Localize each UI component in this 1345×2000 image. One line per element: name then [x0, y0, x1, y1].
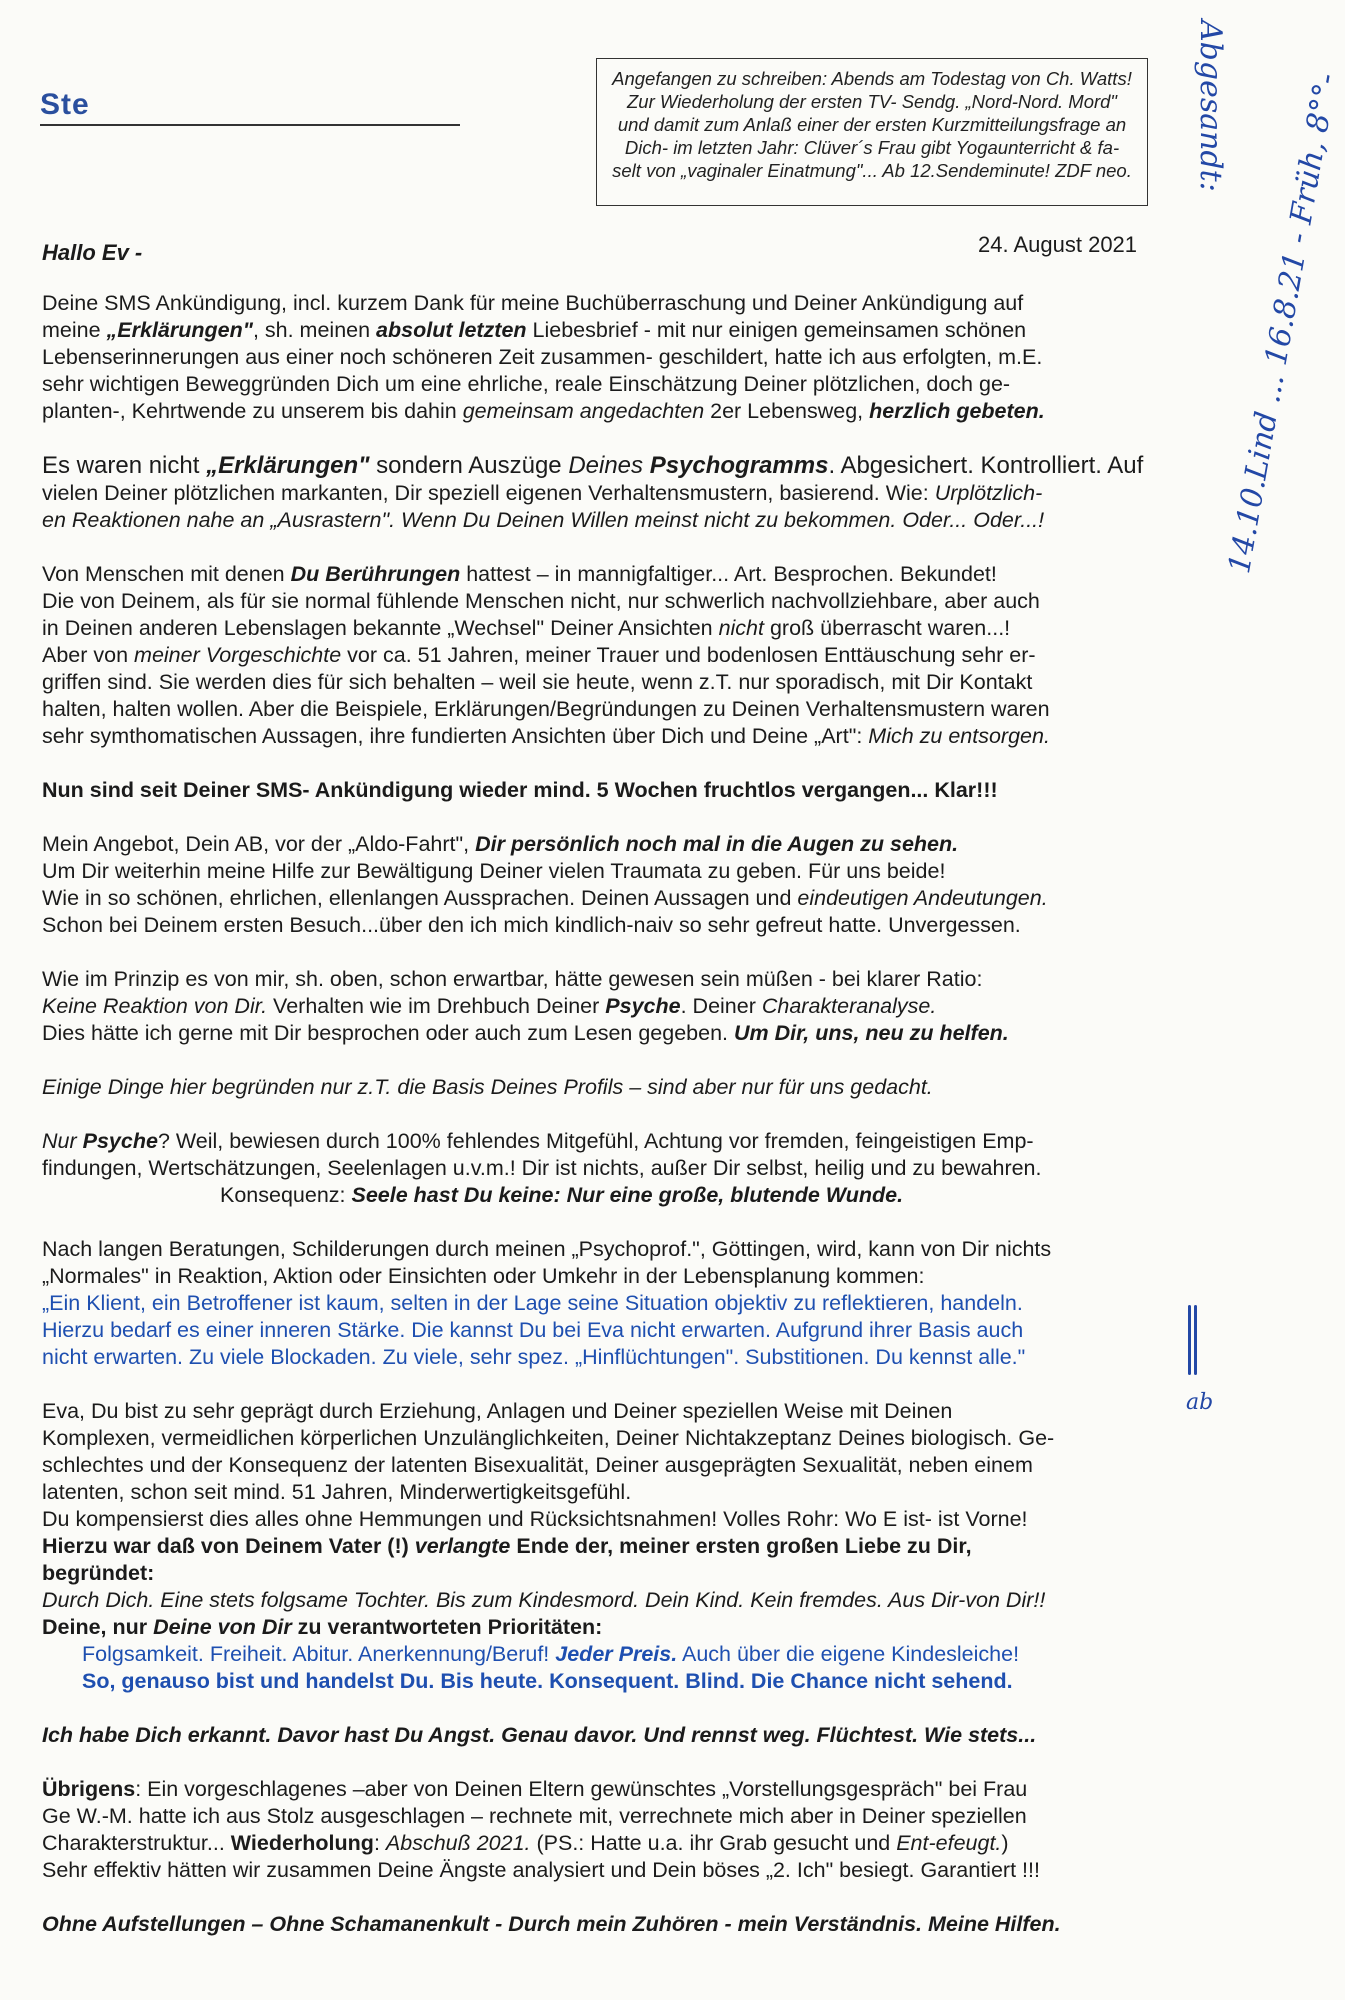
paragraph-gap [42, 1101, 1172, 1128]
text-segment: halten, halten wollen. Aber die Beispiele, Erklärungen/Begründungen zu Deinen Verhaltensmustern waren [42, 697, 1050, 721]
paragraph-gap [42, 750, 1172, 777]
text-segment: . Abgesichert. Kontrolliert. Auf [828, 452, 1144, 479]
paragraph-gap [42, 1047, 1172, 1074]
text-segment: Ich habe Dich erkannt. Davor hast Du Angst. Genau davor. Und rennst weg. Flüchtest. Wie stets... [42, 1723, 1037, 1747]
text-line [42, 317, 1172, 344]
text-line [42, 1911, 1172, 1938]
text-line [42, 588, 1172, 615]
text-segment: gemeinsam angedachten [462, 399, 705, 423]
text-segment: : [373, 1831, 386, 1855]
text-segment: ) [1001, 1831, 1009, 1855]
text-segment: Ge W.-M. hatte ich aus Stolz ausgeschlagen – rechnete mit, verrechnete mich aber in Deiner speziellen [42, 1804, 1027, 1828]
text-line [42, 1263, 1172, 1290]
note-line: Zur Wiederholung der ersten TV- Sendg. „Nord-Nord. Mord" [627, 91, 1117, 112]
text-line [42, 1533, 1172, 1560]
text-line [42, 831, 1172, 858]
paragraph-p11 [42, 1722, 1172, 1749]
note-line: Angefangen zu schreiben: Abends am Todestag von Ch. Watts! [612, 68, 1132, 89]
text-line [42, 912, 1172, 939]
text-segment: Schon bei Deinem ersten Besuch...über den ich mich kindlich-naiv so sehr gefreut hatte. Unvergessen. [42, 913, 1021, 937]
text-line [42, 777, 1172, 804]
text-segment: verlangte [414, 1534, 511, 1558]
text-line [42, 371, 1172, 398]
text-segment: Dies hätte ich gerne mit Dir besprochen oder auch zum Lesen gegeben. [42, 1021, 734, 1045]
text-segment: herzlich gebeten. [869, 399, 1045, 423]
text-segment: „Erklärungen" [106, 318, 253, 342]
text-segment: Deines [568, 452, 650, 479]
text-segment: nicht [718, 616, 764, 640]
text-segment: hattest – in mannigfaltiger... Art. Besprochen. Bekundet! [460, 562, 997, 586]
text-segment: „Normales" in Reaktion, Aktion oder Einsichten oder Umkehr in der Lebensplanung kommen: [42, 1264, 925, 1288]
text-segment: Du Berührungen [290, 562, 461, 586]
text-line [42, 1317, 1172, 1344]
note-box [596, 58, 1148, 206]
text-segment: Ohne Aufstellungen – Ohne Schamanenkult - Durch mein Zuhören - mein Verständnis. Meine Hilfen. [42, 1912, 1061, 1936]
note-line: Dich- im letzten Jahr: Clüver´s Frau gibt Yogaunterricht & fa- [624, 137, 1120, 158]
text-segment: Keine Reaktion von Dir. [42, 994, 268, 1018]
greeting: Hallo Ev - [42, 240, 143, 265]
text-segment: Ende der, meiner ersten großen Liebe zu Dir, [510, 1534, 972, 1558]
paragraph-gap [42, 425, 1172, 452]
text-segment: schlechtes und der Konsequenz der latenten Bisexualität, Deiner ausgeprägten Sexualität, neben einem [42, 1453, 1033, 1477]
handwritten-note-dates: 14.10.Lind ... 16.8.21 - Früh, 8°°- [1222, 70, 1345, 577]
text-segment: Seele hast Du keine: Nur eine große, blutende Wunde. [351, 1183, 904, 1207]
text-segment: eindeutigen Andeutungen. [797, 886, 1048, 910]
note-line: selt von „vaginaler Einatmung"... Ab 12.Sendeminute! ZDF neo. [612, 160, 1132, 181]
paragraph-p12 [42, 1776, 1172, 1884]
sender-underline [40, 124, 460, 126]
text-segment: Lebenserinnerungen aus einer noch schöneren Zeit zusammen- geschildert, hatte ich aus erfolgten, m.E. [42, 345, 1043, 369]
text-segment: Psychogramms [649, 452, 829, 479]
text-line [42, 669, 1172, 696]
text-segment: vielen Deiner plötzlichen markanten, Dir speziell eigenen Verhaltensmustern, basierend. Wie: [42, 481, 935, 505]
text-segment: griffen sind. Sie werden dies für sich behalten – weil sie heute, wenn z.T. nur sporadisch, mit Dir Kontakt [42, 670, 1033, 694]
text-segment: Mein Angebot, Dein AB, vor der „Aldo-Fahrt", [42, 832, 476, 856]
text-line [42, 452, 1172, 480]
text-segment: vor ca. 51 Jahren, meiner Trauer und bodenlosen Enttäuschung sehr er- [341, 643, 1036, 667]
handwritten-mark-lines [1188, 1305, 1194, 1375]
text-line [42, 1425, 1172, 1452]
paragraph-gap [42, 1695, 1172, 1722]
text-segment: „Erklärungen" [206, 452, 370, 479]
text-segment: Einige Dinge hier begründen nur z.T. die Basis Deines Profils – sind aber nur für uns gedacht. [42, 1075, 933, 1099]
text-line [42, 885, 1172, 912]
note-line: und damit zum Anlaß einer der ersten Kurzmitteilungsfrage an [617, 114, 1127, 135]
paragraph-p3 [42, 561, 1172, 750]
text-line [42, 615, 1172, 642]
text-line [42, 1587, 1172, 1614]
text-line [42, 1074, 1172, 1101]
text-line [42, 507, 1172, 534]
text-line [42, 398, 1172, 425]
text-segment: Du kompensierst dies alles ohne Hemmungen und Rücksichtsnahmen! Volles Rohr: Wo E ist- ist Vorne! [42, 1507, 1028, 1531]
text-segment: sondern Auszüge [369, 452, 569, 479]
text-segment: Von Menschen mit denen [42, 562, 291, 586]
text-segment: Durch Dich. Eine stets folgsame Tochter. Bis zum Kindesmord. Dein Kind. Kein fremdes. Aus Dir-von Dir!! [42, 1588, 1046, 1612]
paragraph-p10 [42, 1398, 1172, 1695]
text-segment: Deine von Dir [153, 1615, 292, 1639]
text-line [42, 1722, 1172, 1749]
text-segment: Es waren nicht [42, 452, 207, 479]
text-segment: meiner Vorgeschichte [134, 643, 342, 667]
text-segment: : Ein vorgeschlagenes –aber von Deinen Eltern gewünschtes „Vorstellungsgespräch" bei Frau [135, 1777, 1028, 1801]
text-segment: , sh. meinen [252, 318, 377, 342]
text-segment: sehr wichtigen Beweggründen Dich um eine ehrliche, reale Einschätzung Deiner plötzlichen, doch ge- [42, 372, 1011, 396]
text-line [42, 993, 1172, 1020]
text-line [42, 1641, 1172, 1668]
text-segment: Hierzu bedarf es einer inneren Stärke. Die kannst Du bei Eva nicht erwarten. Aufgrund ihrer Basis auch [42, 1318, 1024, 1342]
text-segment: Psyche [82, 1129, 158, 1153]
text-line [42, 1020, 1172, 1047]
text-segment: Abschuß 2021. [385, 1831, 531, 1855]
handwritten-note-sent: Abgesandt: [1193, 20, 1228, 192]
text-segment: Psyche [605, 994, 681, 1018]
paragraph-p8 [42, 1128, 1172, 1209]
text-line [42, 1452, 1172, 1479]
text-segment: Charakteranalyse. [761, 994, 937, 1018]
text-line [42, 1398, 1172, 1425]
text-segment: „Ein Klient, ein Betroffener ist kaum, selten in der Lage seine Situation objektiv zu reflektieren, handeln. [42, 1291, 1023, 1315]
text-line [42, 344, 1172, 371]
paragraph-p7 [42, 1074, 1172, 1101]
text-segment: findungen, Wertschätzungen, Seelenlagen u.v.m.! Dir ist nichts, außer Dir selbst, heilig und zu bewahren. [42, 1156, 1042, 1180]
paragraph-p6 [42, 966, 1172, 1047]
text-line [42, 1155, 1172, 1182]
text-line [42, 966, 1172, 993]
paragraph-p2 [42, 452, 1172, 534]
letter-body [42, 290, 1172, 1938]
paragraph-gap [42, 1209, 1172, 1236]
text-line [42, 1776, 1172, 1803]
text-segment: Komplexen, vermeidlichen körperlichen Unzulänglichkeiten, Deiner Nichtakzeptanz Deines biologisch. Ge- [42, 1426, 1055, 1450]
text-segment: planten-, Kehrtwende zu unserem bis dahin [42, 399, 463, 423]
paragraph-gap [42, 534, 1172, 561]
paragraph-p9 [42, 1236, 1172, 1371]
text-segment: Deine, nur [42, 1615, 154, 1639]
text-segment: Mich zu entsorgen. [868, 724, 1050, 748]
text-line [42, 1668, 1172, 1695]
text-segment: Verhalten wie im Drehbuch Deiner [267, 994, 606, 1018]
paragraph-gap [42, 804, 1172, 831]
text-segment: So, genauso bist und handelst Du. Bis heute. Konsequent. Blind. Die Chance nicht sehend. [82, 1669, 1013, 1693]
text-segment: Konsequenz: [220, 1183, 352, 1207]
text-segment: Urplötzlich- [934, 481, 1043, 505]
text-segment: Charakterstruktur... [42, 1831, 231, 1855]
text-segment: Wiederholung [230, 1831, 374, 1855]
text-line [42, 1830, 1172, 1857]
text-segment: 2er Lebensweg, [704, 399, 870, 423]
text-line [42, 858, 1172, 885]
sender-name: Ste [40, 88, 90, 121]
text-segment: Die von Deinem, als für sie normal fühlende Menschen nicht, nur schwerlich nachvollziehbare, aber auch [42, 589, 1040, 613]
text-segment: meine [42, 318, 107, 342]
paragraph-gap [42, 1371, 1172, 1398]
text-segment: Wie im Prinzip es von mir, sh. oben, schon erwartbar, hätte gewesen sein müßen - bei klarer Ratio: [42, 967, 983, 991]
text-segment: ? Weil, bewiesen durch 100% fehlendes Mitgefühl, Achtung vor fremden, feingeistigen Emp- [157, 1129, 1034, 1153]
text-line [42, 480, 1172, 507]
text-segment: Auch über die eigene Kindesleiche! [677, 1642, 1020, 1666]
text-line [42, 1803, 1172, 1830]
text-line [42, 1290, 1172, 1317]
paragraph-p1 [42, 290, 1172, 425]
text-segment: (PS.: Hatte u.a. ihr Grab gesucht und [530, 1831, 897, 1855]
text-line [42, 723, 1172, 750]
text-segment: Um Dir weiterhin meine Hilfe zur Bewältigung Deiner vielen Traumata zu geben. Für uns beide! [42, 859, 946, 883]
handwritten-mark: ab [1186, 1390, 1214, 1415]
text-segment: Wie in so schönen, ehrlichen, ellenlangen Aussprachen. Deinen Aussagen und [42, 886, 798, 910]
text-line [42, 1506, 1172, 1533]
text-line [42, 1614, 1172, 1641]
text-line [42, 1479, 1172, 1506]
text-line [42, 696, 1172, 723]
paragraph-p5 [42, 831, 1172, 939]
text-line [42, 1236, 1172, 1263]
text-segment: Nun sind seit Deiner SMS- Ankündigung wieder mind. 5 Wochen fruchtlos vergangen... Klar!!! [42, 778, 998, 802]
text-line [42, 290, 1172, 317]
text-segment: Jeder Preis. [555, 1642, 678, 1666]
text-segment: Eva, Du bist zu sehr geprägt durch Erziehung, Anlagen und Deiner speziellen Weise mit Deinen [42, 1399, 953, 1423]
text-segment: Hierzu war daß von Deinem Vater (!) [42, 1534, 415, 1558]
text-segment: Um Dir, uns, neu zu helfen. [734, 1021, 1009, 1045]
text-line [42, 642, 1172, 669]
text-segment: . Deiner [680, 994, 762, 1018]
text-segment: en Reaktionen nahe an „Ausrastern". Wenn Du Deinen Willen meinst nicht zu bekommen. Oder... Oder...! [42, 508, 1045, 532]
paragraph-p4 [42, 777, 1172, 804]
text-segment: Nur [42, 1129, 83, 1153]
text-segment: Ent-efeugt. [896, 1831, 1002, 1855]
text-segment: nicht erwarten. Zu viele Blockaden. Zu viele, sehr spez. „Hinflüchtungen". Substitionen. Du kennst alle." [42, 1345, 1026, 1369]
text-segment: Sehr effektiv hätten wir zusammen Deine Ängste analysiert und Dein böses „2. Ich" besiegt. Garantiert !!! [42, 1858, 1040, 1882]
text-segment: Liebesbrief - mit nur einigen gemeinsamen schönen [526, 318, 1027, 342]
text-segment: Aber von [42, 643, 135, 667]
text-line [42, 561, 1172, 588]
letter-date: 24. August 2021 [978, 232, 1138, 257]
text-line [42, 1344, 1172, 1371]
text-segment: zu verantworteten Prioritäten: [291, 1615, 603, 1639]
text-segment: absolut letzten [376, 318, 527, 342]
text-line [42, 1857, 1172, 1884]
text-line [42, 1128, 1172, 1155]
text-segment: Übrigens [42, 1777, 136, 1801]
text-segment: in Deinen anderen Lebenslagen bekannte „Wechsel" Deiner Ansichten [42, 616, 719, 640]
text-segment: latenten, schon seit mind. 51 Jahren, Minderwertigkeitsgefühl. [42, 1480, 632, 1504]
text-segment: Nach langen Beratungen, Schilderungen durch meinen „Psychoprof.", Göttingen, wird, kann von Dir nichts [42, 1237, 1052, 1261]
paragraph-gap [42, 939, 1172, 966]
text-segment: groß überrascht waren...! [764, 616, 1011, 640]
text-segment: Folgsamkeit. Freiheit. Abitur. Anerkennung/Beruf! [82, 1642, 556, 1666]
paragraph-gap [42, 1749, 1172, 1776]
paragraph-p13 [42, 1911, 1172, 1938]
text-segment: sehr symthomatischen Aussagen, ihre fundierten Ansichten über Dich und Deine „Art": [42, 724, 869, 748]
text-line [42, 1182, 1172, 1209]
text-segment: begründet: [42, 1561, 155, 1585]
text-segment: Dir persönlich noch mal in die Augen zu sehen. [475, 832, 959, 856]
text-segment: Deine SMS Ankündigung, incl. kurzem Dank für meine Buchüberraschung und Deiner Ankündigung auf [42, 291, 1024, 315]
paragraph-gap [42, 1884, 1172, 1911]
text-line [42, 1560, 1172, 1587]
